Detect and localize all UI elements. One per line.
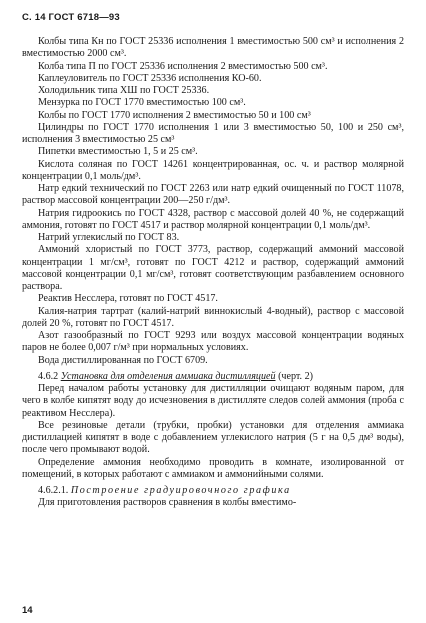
document-body — [22, 36, 404, 510]
paragraph: Азот газообразный по ГОСТ 9293 или воздух массовой концентрации водяных паров не более 0,007 г/м³ при нормальных условиях. — [22, 330, 404, 354]
paragraph: Перед началом работы установку для дистилляции очищают водяным паром, для чего в колбе кипятят воду до исчезновения в дистилляте следов солей аммония (проба с реактивом Несслера). — [22, 383, 404, 419]
section-4-6-2-heading — [22, 371, 404, 383]
section-title: Установка для отделения аммиака дистилляцией — [60, 370, 276, 382]
paragraph: Пипетки вместимостью 1, 5 и 25 см³. — [38, 146, 198, 158]
paragraph: Определение аммония необходимо проводить в комнате, изолированной от помещений, в которых работают с аммиаком и аммонийными солями. — [22, 456, 404, 480]
section-number: 4.6.2 — [38, 370, 59, 382]
equipment-list — [22, 36, 404, 367]
paragraph: Натрий углекислый по ГОСТ 83. — [38, 232, 180, 243]
paragraph: Каплеуловитель по ГОСТ 25336 исполнения КО-60. — [38, 72, 262, 84]
paragraph: Калия-натрия тартрат (калий-натрий виннокислый 4-водный), раствор с массовой долей 20 %, готовят по ГОСТ 4517. — [22, 305, 404, 329]
section-title: Построение градуировочного графика — [70, 485, 291, 496]
paragraph: Колбы по ГОСТ 1770 исполнения 2 вместимостью 50 и 100 см³ — [38, 109, 311, 121]
paragraph: Аммоний хлористый по ГОСТ 3773, раствор, содержащий аммоний массовой концентрации 1 мг/см³, готовят по ГОСТ 4212 и раствор, содержащий аммоний массовой концентрации 0,1 мг/см³, готовят соответствующим разбавлением основного раствора. — [22, 244, 404, 292]
paragraph: Реактив Несслера, готовят по ГОСТ 4517. — [38, 293, 218, 305]
section-number: 4.6.2.1. — [38, 485, 69, 496]
paragraph: Натрия гидроокись по ГОСТ 4328, раствор с массовой долей 40 %, не содержащий аммония, готовят по ГОСТ 4517 и раствор молярной концентрации 0,1 моль/дм³. — [22, 207, 404, 231]
paragraph: Колба типа П по ГОСТ 25336 исполнения 2 вместимостью 500 см³. — [38, 60, 328, 72]
paragraph: Кислота соляная по ГОСТ 14261 концентрированная, ос. ч. и раствор молярной концентрации 0,1 моль/дм³. — [22, 158, 404, 182]
paragraph: Все резиновые детали (трубки, пробки) установки для отделения аммиака дистиллацией кипятят в воде с добавлением углекислого натрия (5 г на 0,5 дм³ воды), после чего промывают водой. — [22, 419, 404, 456]
page-header: С. 14 ГОСТ 6718—93 — [22, 12, 120, 23]
procedure-text — [22, 383, 404, 481]
paragraph: Мензурка по ГОСТ 1770 вместимостью 100 см³. — [38, 97, 246, 109]
paragraph: Для приготовления растворов сравнения в колбы вместимо- — [38, 497, 297, 509]
paragraph: Натр едкий технический по ГОСТ 2263 или натр едкий очищенный по ГОСТ 11078, раствор массовой концентрации 200—250 г/дм³. — [22, 183, 404, 207]
paragraph: Колбы типа Кн по ГОСТ 25336 исполнения 1 вместимостью 500 см³ и исполнения 2 вместимостью 2000 см³. — [22, 36, 404, 60]
paragraph: Вода дистиллированная по ГОСТ 6709. — [38, 354, 208, 366]
section-4-6-2-1-heading — [22, 485, 404, 497]
paragraph: Цилиндры по ГОСТ 1770 исполнения 1 или 3 вместимостью 50, 100 и 250 см³, исполнения 3 вместимостью 25 см³ — [22, 121, 404, 145]
paragraph: Холодильник типа ХШ по ГОСТ 25336. — [38, 85, 210, 96]
page-number: 14 — [22, 605, 33, 616]
section-suffix: (черт. 2) — [278, 370, 314, 382]
